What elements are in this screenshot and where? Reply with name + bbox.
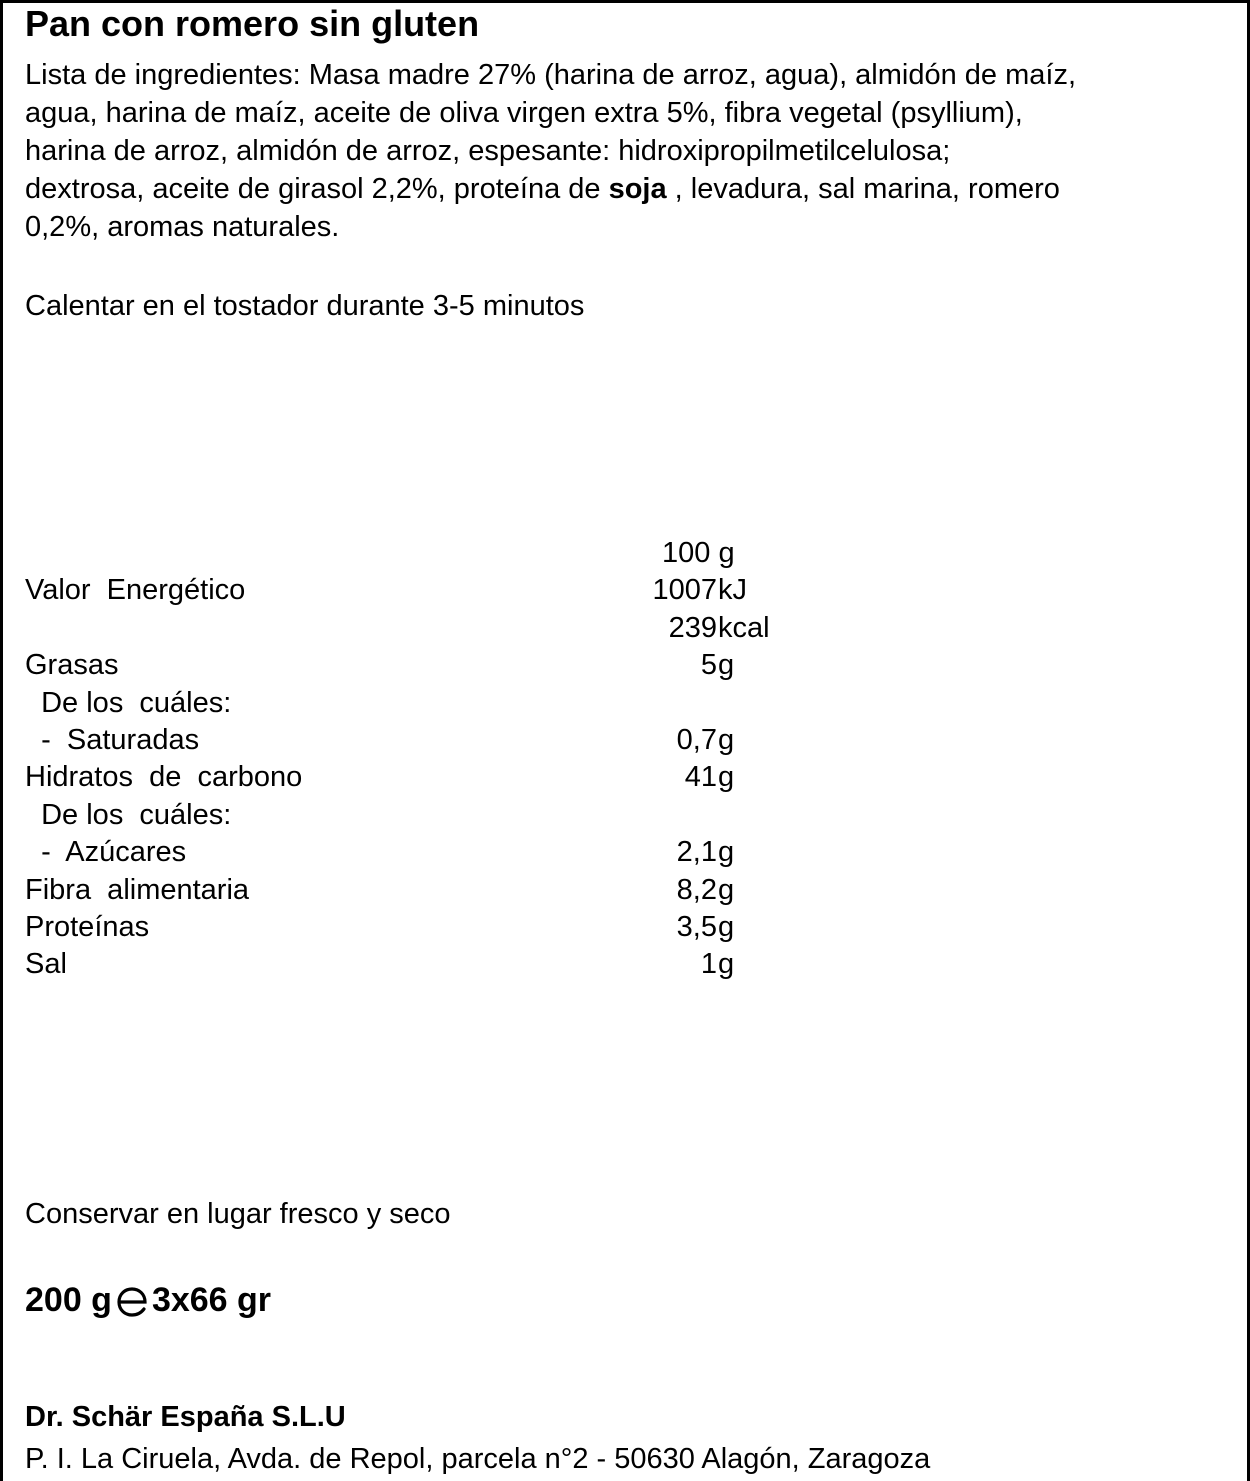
- product-title: Pan con romero sin gluten: [25, 3, 480, 44]
- nutrient-label: Valor Energético: [25, 574, 246, 607]
- ingredients-line: Lista de ingredientes: Masa madre 27% (harina de arroz, agua), almidón de maíz,: [25, 59, 1077, 91]
- nutrition-row: [0, 685, 1250, 722]
- nutrient-label: - Saturadas: [25, 723, 200, 756]
- ingredients-line: harina de arroz, almidón de arroz, espesante: hidroxipropilmetilcelulosa;: [25, 135, 951, 167]
- nutrition-row: [0, 572, 1250, 609]
- preparation-instructions: Calentar en el tostador durante 3-5 minutos: [25, 290, 585, 322]
- nutrient-unit: g: [718, 910, 735, 943]
- nutrient-unit: kJ: [718, 574, 747, 607]
- nutrient-label: De los cuáles:: [25, 798, 232, 831]
- nutrition-header-row: [0, 535, 1250, 572]
- nutrient-value: 8,2: [676, 873, 717, 906]
- nutrient-label: De los cuáles:: [25, 686, 232, 719]
- nutrition-row: [0, 909, 1250, 946]
- nutrition-row: [0, 872, 1250, 909]
- nutrient-value: 239: [668, 611, 717, 644]
- company-name: Dr. Schär España S.L.U: [25, 1401, 346, 1433]
- nutrition-row: [0, 647, 1250, 684]
- nutrition-row: [0, 797, 1250, 834]
- nutrient-label: Sal: [25, 948, 67, 981]
- nutrient-unit: g: [718, 873, 735, 906]
- nutrient-label: - Azúcares: [25, 836, 187, 869]
- pieces-value: 3x66 gr: [151, 1281, 272, 1319]
- net-weight-value: 200 g: [25, 1281, 112, 1319]
- nutrient-label: Hidratos de carbono: [25, 761, 303, 794]
- nutrition-row: [0, 834, 1250, 871]
- nutrient-value: 0,7: [676, 723, 717, 756]
- nutrient-value: 1007: [652, 574, 717, 607]
- nutrition-row: [0, 722, 1250, 759]
- estimated-sign-icon: [116, 1285, 148, 1319]
- nutrition-row: [0, 759, 1250, 796]
- nutrient-value: 2,1: [676, 836, 717, 869]
- nutrient-label: Fibra alimentaria: [25, 873, 250, 906]
- net-weight: [25, 1278, 271, 1322]
- nutrition-column-header: 100 g: [662, 537, 735, 569]
- ingredients-line: agua, harina de maíz, aceite de oliva virgen extra 5%, fibra vegetal (psyllium),: [25, 97, 1023, 129]
- nutrient-unit: g: [718, 649, 735, 682]
- nutrient-unit: g: [718, 761, 735, 794]
- nutrient-value: 41: [684, 761, 717, 794]
- nutrition-row: [0, 610, 1250, 647]
- ingredients-list: [25, 56, 1225, 246]
- ingredients-text: , levadura, sal marina, romero: [666, 173, 1060, 205]
- ingredients-line: 0,2%, aromas naturales.: [25, 211, 340, 243]
- nutrition-table: [0, 535, 1250, 984]
- nutrient-value: 3,5: [676, 910, 717, 943]
- nutrient-unit: g: [718, 723, 735, 756]
- ingredients-line: [25, 170, 1225, 208]
- nutrient-unit: g: [718, 836, 735, 869]
- company-address: P. I. La Ciruela, Avda. de Repol, parcela n°2 - 50630 Alagón, Zaragoza: [25, 1443, 931, 1475]
- nutrient-unit: g: [718, 948, 735, 981]
- ingredients-text: dextrosa, aceite de girasol 2,2%, proteína de: [25, 173, 609, 205]
- storage-instructions: Conservar en lugar fresco y seco: [25, 1198, 451, 1230]
- nutrient-value: 5: [700, 649, 717, 682]
- nutrient-label: Grasas: [25, 649, 119, 682]
- allergen-highlight: soja: [608, 173, 667, 205]
- nutrition-row: [0, 946, 1250, 983]
- nutrient-label: Proteínas: [25, 910, 150, 943]
- nutrient-unit: kcal: [718, 611, 770, 644]
- nutrient-value: 1: [700, 948, 717, 981]
